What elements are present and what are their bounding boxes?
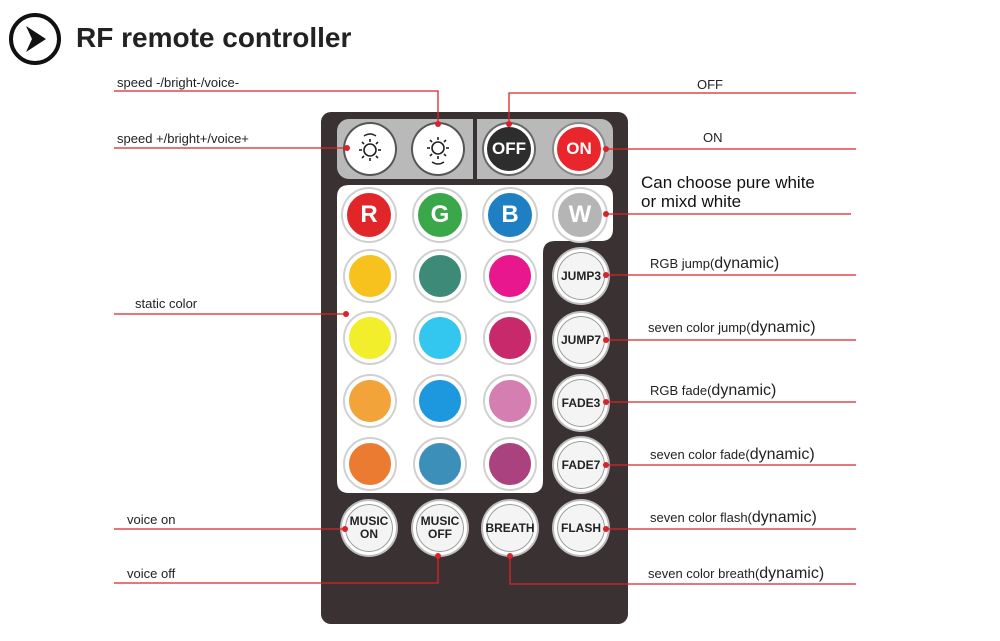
breath-button[interactable]	[483, 501, 537, 555]
jump3-desc	[650, 256, 779, 272]
music-on-label-2: ON	[360, 527, 378, 541]
fade7-desc	[650, 447, 815, 463]
static-color-button-3-3[interactable]	[485, 376, 535, 426]
jump3-label: JUMP3	[560, 268, 601, 283]
red-button[interactable]	[343, 189, 395, 241]
music-on-label-1: MUSIC	[349, 514, 389, 528]
off-button[interactable]	[484, 124, 534, 174]
red-button-label: R	[360, 201, 378, 228]
jump7-label: JUMP7	[560, 332, 601, 347]
breath-label: BREATH	[485, 520, 535, 535]
jump3-desc-text: RGB jump(	[650, 256, 715, 271]
white-note	[641, 173, 815, 211]
jump3-button[interactable]	[554, 249, 608, 303]
music-off-button[interactable]	[413, 501, 467, 555]
fade7-desc-dynamic: dynamic)	[749, 446, 815, 463]
static-color-button-2-1[interactable]	[345, 313, 395, 363]
on-button-label: ON	[566, 139, 592, 158]
fade7-button[interactable]	[554, 438, 608, 492]
green-button-label: G	[430, 201, 450, 228]
white-button-label: W	[568, 201, 592, 228]
white-note-line-2: or mixd white	[641, 192, 742, 211]
static-color-button-3-1[interactable]	[345, 376, 395, 426]
brightness-up-button[interactable]	[413, 124, 463, 174]
static-color-button-4-1[interactable]	[345, 439, 395, 489]
fade3-label: FADE3	[561, 395, 601, 410]
breath-desc-dynamic: dynamic)	[759, 565, 825, 582]
music-off-label-1: MUSIC	[420, 514, 460, 528]
fade7-label: FADE7	[561, 457, 601, 472]
fade7-desc-text: seven color fade(	[650, 447, 750, 462]
static-color-button-4-3[interactable]	[485, 439, 535, 489]
speed-minus-label: speed -/bright-/voice-	[117, 75, 240, 90]
fade3-button[interactable]	[554, 376, 608, 430]
off-button-label: OFF	[492, 139, 526, 158]
breath-desc	[648, 566, 824, 582]
static-color-button-4-2[interactable]	[415, 439, 465, 489]
flash-label: FLASH	[561, 520, 601, 535]
jump7-desc-text: seven color jump(	[648, 320, 751, 335]
music-on-button[interactable]	[342, 501, 396, 555]
static-color-button-1-3[interactable]	[485, 251, 535, 301]
static-color-label: static color	[135, 296, 198, 311]
flash-desc	[650, 510, 817, 526]
flash-button[interactable]	[554, 501, 608, 555]
static-color-button-1-1[interactable]	[345, 251, 395, 301]
white-note-line-1: Can choose pure white	[641, 173, 815, 192]
static-color-button-3-2[interactable]	[415, 376, 465, 426]
flash-desc-dynamic: dynamic)	[751, 509, 817, 526]
sun-up-icon	[420, 131, 456, 167]
white-button[interactable]	[554, 189, 606, 241]
speed-plus-label: speed +/bright+/voice+	[117, 131, 249, 146]
on-label: ON	[703, 130, 723, 145]
on-button[interactable]	[554, 124, 604, 174]
sun-down-icon	[352, 131, 388, 167]
flash-desc-text: seven color flash(	[650, 510, 752, 525]
fade3-desc	[650, 383, 776, 399]
voice-off-label: voice off	[127, 566, 176, 581]
fade3-desc-text: RGB fade(	[650, 383, 712, 398]
breath-desc-text: seven color breath(	[648, 566, 760, 581]
voice-on-label: voice on	[127, 512, 176, 527]
music-off-label-2: OFF	[428, 527, 452, 541]
blue-button-label: B	[501, 201, 519, 228]
jump7-desc-dynamic: dynamic)	[750, 319, 816, 336]
static-color-button-1-2[interactable]	[415, 251, 465, 301]
static-color-button-2-3[interactable]	[485, 313, 535, 363]
page-title: RF remote controller	[76, 22, 352, 53]
off-label: OFF	[697, 77, 723, 92]
blue-button[interactable]	[484, 189, 536, 241]
jump7-button[interactable]	[554, 313, 608, 367]
static-color-button-2-2[interactable]	[415, 313, 465, 363]
jump7-desc	[648, 320, 816, 336]
jump3-desc-dynamic: dynamic)	[714, 255, 780, 272]
green-button[interactable]	[414, 189, 466, 241]
brightness-down-button[interactable]	[345, 124, 395, 174]
fade3-desc-dynamic: dynamic)	[711, 382, 777, 399]
chevron-right-icon	[8, 12, 62, 66]
